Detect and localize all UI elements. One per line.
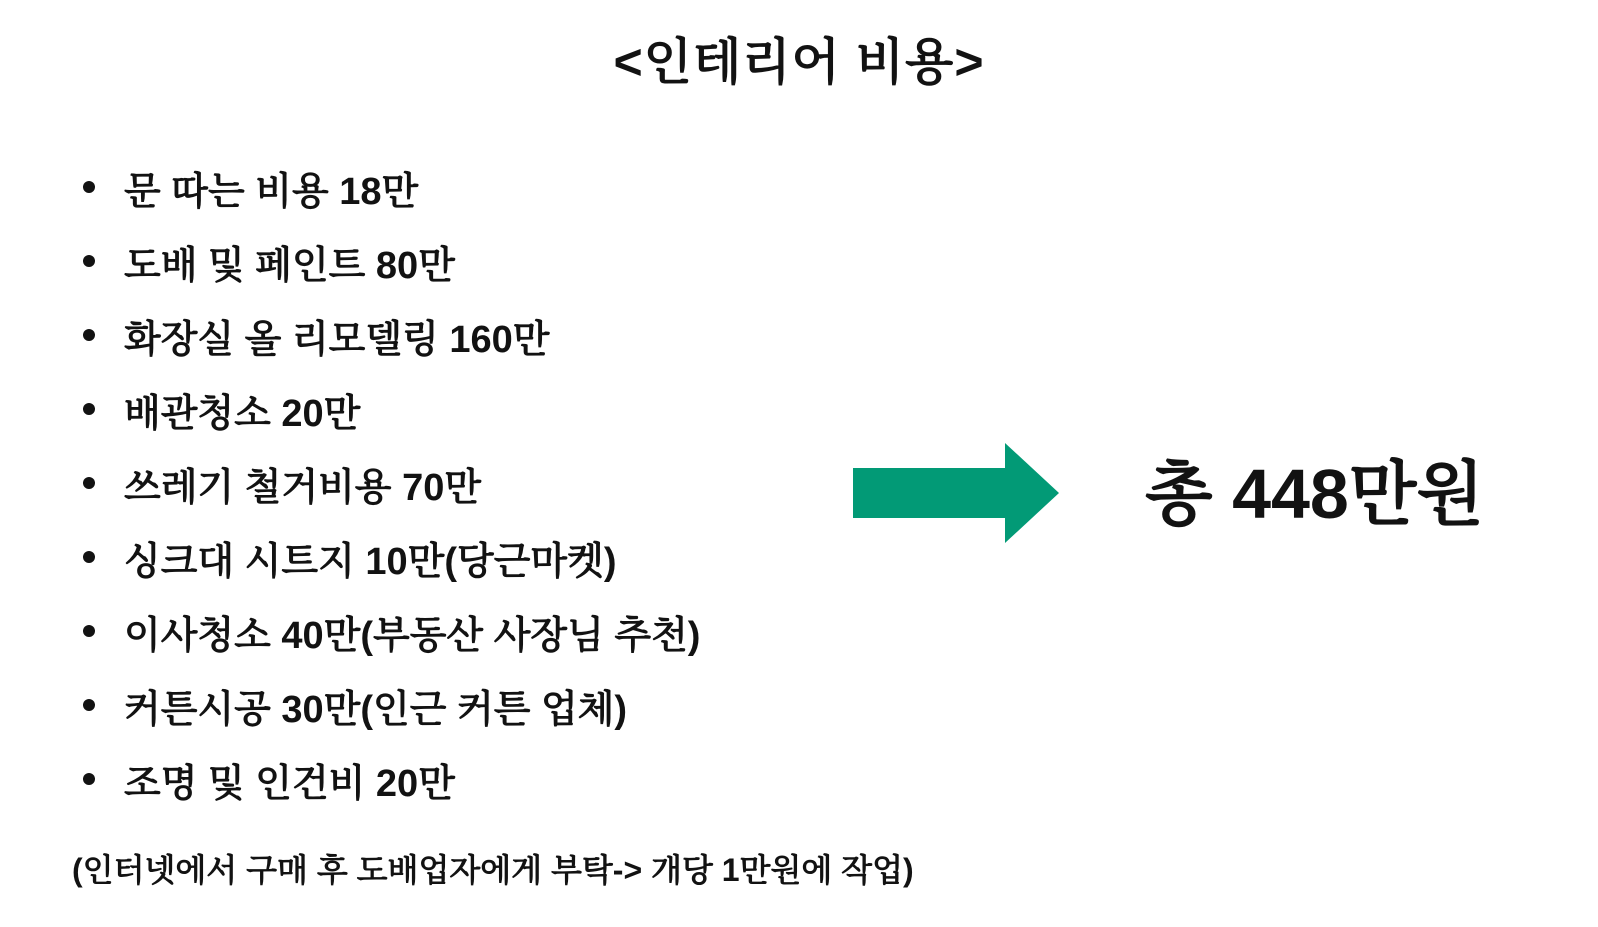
list-item-text: 도배 및 페인트 80만 (124, 244, 455, 287)
list-item-text: 쓰레기 철거비용 70만 (124, 466, 482, 509)
list-item (83, 150, 700, 224)
right-arrow-icon (853, 443, 1059, 543)
list-item (83, 742, 700, 816)
bullet-icon (83, 329, 95, 341)
list-item-text: 싱크대 시트지 10만(당근마켓) (124, 540, 617, 583)
bullet-icon (83, 551, 95, 563)
bullet-icon (83, 181, 95, 193)
bullet-icon (83, 699, 95, 711)
total-amount-label: 총 448만원 (1145, 455, 1485, 533)
list-item (83, 298, 700, 372)
bullet-icon (83, 403, 95, 415)
list-item (83, 446, 700, 520)
list-item-text: 이사청소 40만(부동산 사장님 추천) (124, 614, 701, 657)
list-item-text: 커튼시공 30만(인근 커튼 업체) (124, 688, 628, 731)
list-item-text: 화장실 올 리모델링 160만 (124, 318, 550, 361)
list-item (83, 668, 700, 742)
bullet-icon (83, 477, 95, 489)
cost-list (83, 150, 700, 816)
right-arrow-shape (853, 443, 1059, 543)
list-item-text: 문 따는 비용 18만 (124, 170, 419, 213)
list-item (83, 594, 700, 668)
list-item-text: 배관청소 20만 (124, 392, 361, 435)
footnote-text: (인터넷에서 구매 후 도배업자에게 부탁-> 개당 1만원에 작업) (72, 852, 914, 888)
list-item (83, 520, 700, 594)
bullet-icon (83, 773, 95, 785)
list-item (83, 372, 700, 446)
list-item (83, 224, 700, 298)
page-title: <인테리어 비용> (613, 34, 985, 90)
bullet-icon (83, 255, 95, 267)
list-item-text: 조명 및 인건비 20만 (124, 762, 455, 805)
bullet-icon (83, 625, 95, 637)
